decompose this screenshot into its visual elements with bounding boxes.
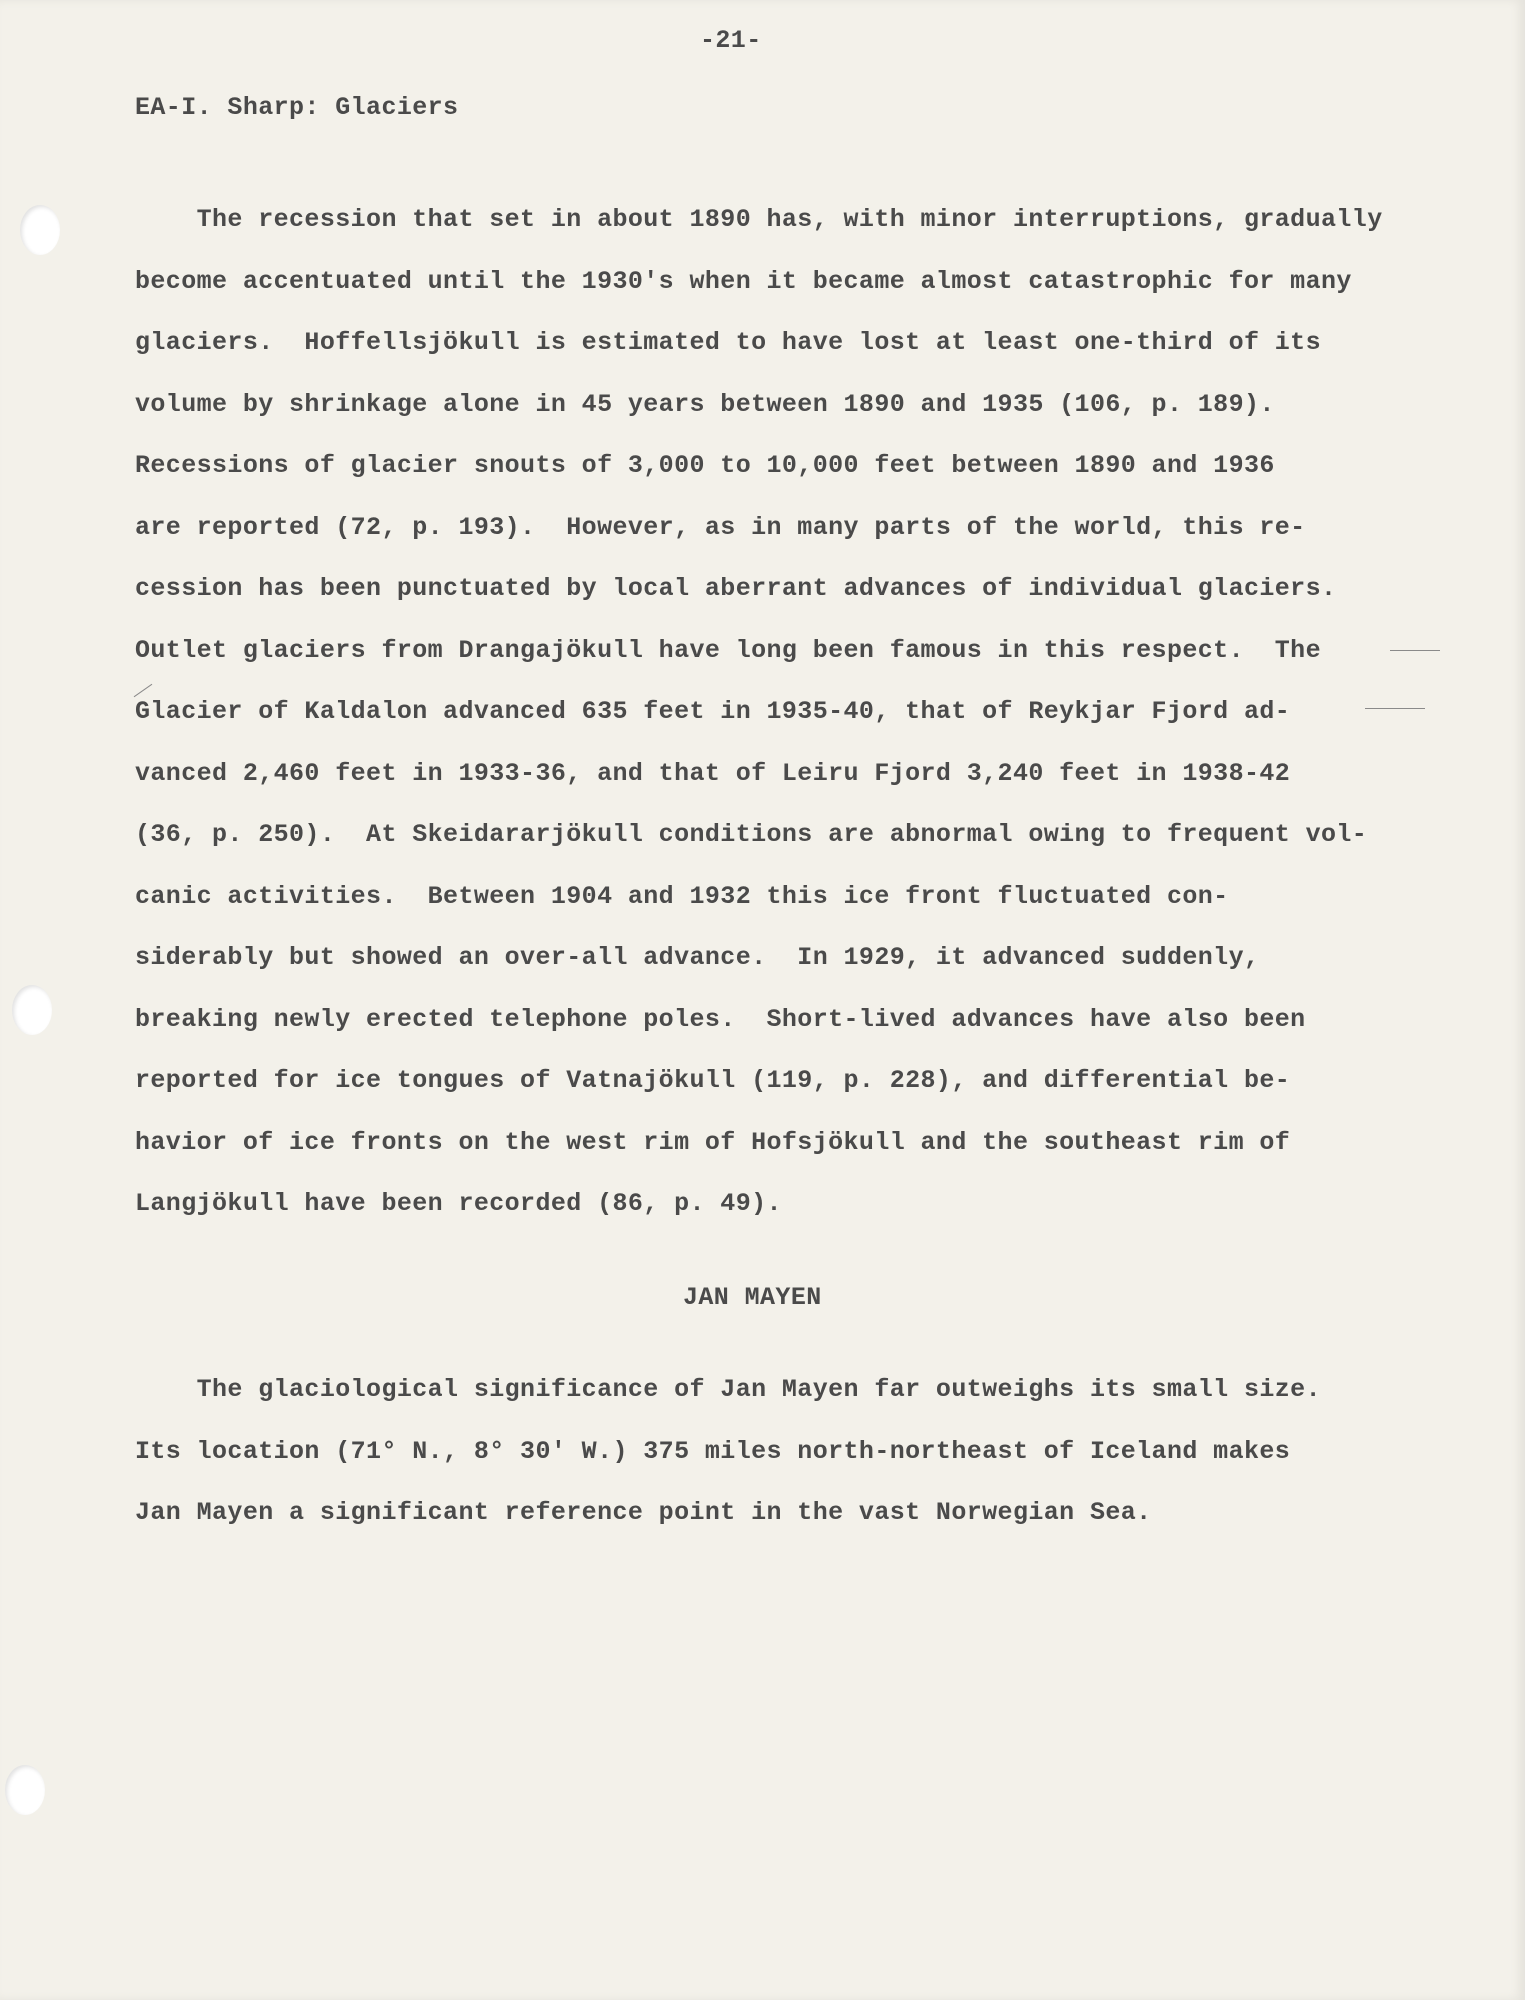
text-line: Outlet glaciers from Drangajökull have long been famous in this respect. The	[135, 635, 1321, 665]
punch-hole	[20, 205, 60, 255]
punch-hole	[12, 985, 52, 1035]
text-line: siderably but showed an over-all advance. In 1929, it advanced suddenly,	[135, 943, 1260, 972]
text-line: become accentuated until the 1930's when it became almost catastrophic for many	[135, 266, 1352, 296]
text-line: canic activities. Between 1904 and 1932 this ice front fluctuated con-	[135, 881, 1229, 911]
text-line: Its location (71° N., 8° 30' W.) 375 miles north-northeast of Iceland makes	[135, 1436, 1291, 1466]
section-heading: JAN MAYEN	[683, 1283, 822, 1312]
text-line: cession has been punctuated by local aberrant advances of individual glaciers.	[135, 574, 1337, 603]
text-line: The recession that set in about 1890 has, with minor interruptions, gradually	[135, 205, 1383, 234]
text-line: vanced 2,460 feet in 1933-36, and that of Leiru Fjord 3,240 feet in 1938-42	[135, 758, 1291, 788]
text-line: havior of ice fronts on the west rim of Hofsjökull and the southeast rim of	[135, 1127, 1291, 1157]
page-number: -21-	[700, 26, 762, 55]
text-line: Langjökull have been recorded (86, p. 49).	[135, 1189, 782, 1218]
text-line: Glacier of Kaldalon advanced 635 feet in 1935-40, that of Reykjar Fjord ad-	[135, 697, 1291, 726]
text-line: Jan Mayen a significant reference point in the vast Norwegian Sea.	[135, 1498, 1152, 1527]
text-line: glaciers. Hoffellsjökull is estimated to have lost at least one-third of its	[135, 328, 1321, 357]
punch-hole	[5, 1765, 45, 1815]
margin-pencil-mark	[1390, 650, 1440, 651]
text-line: The glaciological significance of Jan Mayen far outweighs its small size.	[135, 1375, 1321, 1404]
text-line: reported for ice tongues of Vatnajökull (119, p. 228), and differential be-	[135, 1066, 1291, 1095]
text-line: are reported (72, p. 193). However, as in many parts of the world, this re-	[135, 512, 1306, 542]
text-line: breaking newly erected telephone poles. Short-lived advances have also been	[135, 1004, 1306, 1034]
section-paragraph	[135, 1375, 1321, 1560]
text-line: (36, p. 250). At Skeidararjökull conditions are abnormal owing to frequent vol-	[135, 820, 1368, 849]
running-header: EA-I. Sharp: Glaciers	[135, 93, 459, 122]
body-paragraph	[135, 205, 1383, 1251]
text-line: volume by shrinkage alone in 45 years between 1890 and 1935 (106, p. 189).	[135, 389, 1275, 419]
text-line: Recessions of glacier snouts of 3,000 to 10,000 feet between 1890 and 1936	[135, 451, 1275, 480]
